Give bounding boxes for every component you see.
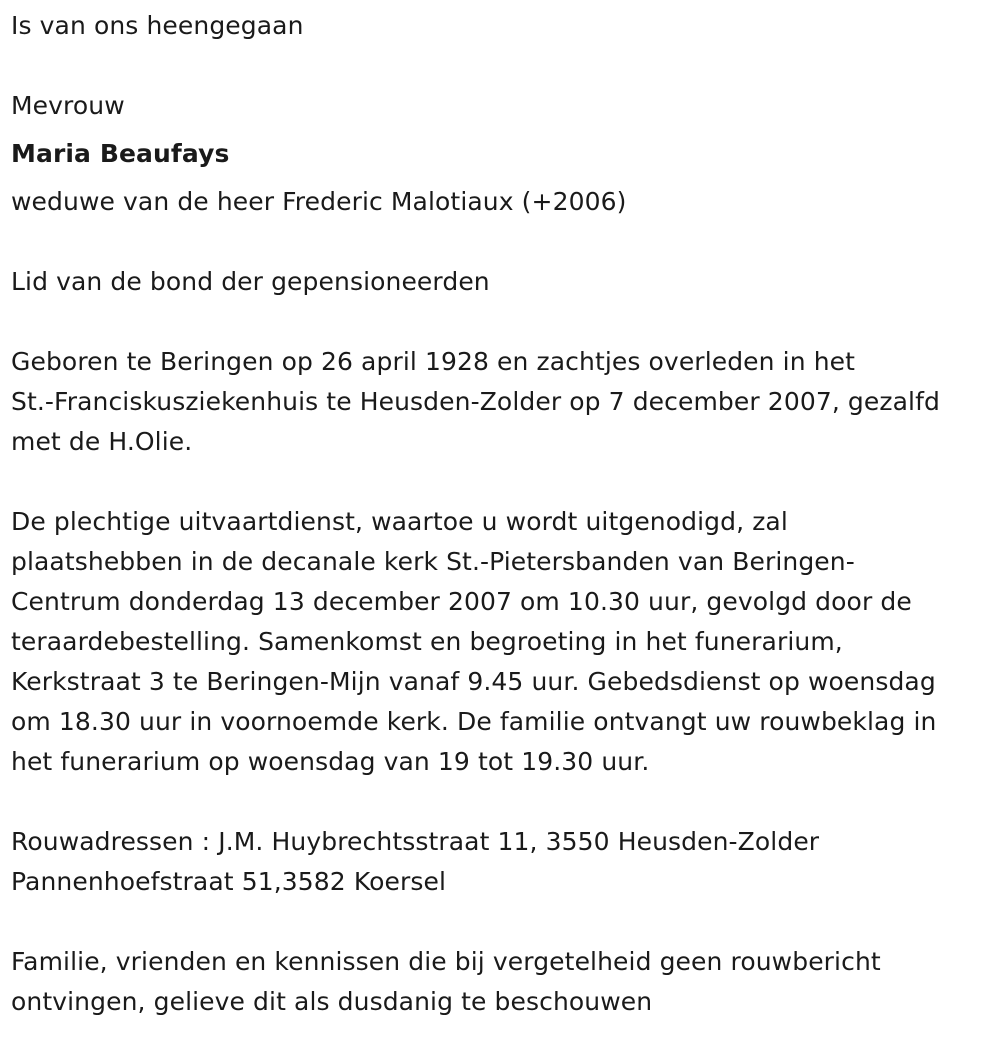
paragraph-line: Familie, vrienden en kennissen die bij vergetelheid geen rouwbericht [11, 947, 881, 976]
paragraph-line: Centrum donderdag 13 december 2007 om 10.30 uur, gevolgd door de [11, 587, 912, 616]
address-line: Rouwadressen : J.M. Huybrechtsstraat 11, 3550 Heusden-Zolder [11, 827, 820, 856]
paragraph-line: Kerkstraat 3 te Beringen-Mijn vanaf 9.45 uur. Gebedsdienst op woensdag [11, 667, 936, 696]
spacer [11, 782, 996, 822]
address-line: Pannenhoefstraat 51,3582 Koersel [11, 867, 446, 896]
addresses-paragraph [11, 822, 996, 902]
paragraph-line: plaatshebben in de decanale kerk St.-Pietersbanden van Beringen- [11, 547, 855, 576]
salutation: Mevrouw [11, 91, 125, 120]
spacer [11, 174, 996, 182]
closing-paragraph [11, 942, 996, 1022]
paragraph-line: St.-Franciskusziekenhuis te Heusden-Zolder op 7 december 2007, gezalfd [11, 387, 940, 416]
paragraph-line: Geboren te Beringen op 26 april 1928 en zachtjes overleden in het [11, 347, 856, 376]
paragraph-line: met de H.Olie. [11, 427, 193, 456]
paragraph-line: het funerarium op woensdag van 19 tot 19.30 uur. [11, 747, 650, 776]
relation-text: weduwe van de heer Frederic Malotiaux (+2006) [11, 187, 627, 216]
spacer [11, 126, 996, 134]
spacer [11, 462, 996, 502]
membership-text: Lid van de bond der gepensioneerden [11, 267, 490, 296]
paragraph-line: ontvingen, gelieve dit als dusdanig te beschouwen [11, 987, 653, 1016]
spacer [11, 46, 996, 86]
paragraph-line: De plechtige uitvaartdienst, waartoe u wordt uitgenodigd, zal [11, 507, 788, 536]
spacer [11, 902, 996, 942]
spacer [11, 302, 996, 342]
intro-text: Is van ons heengegaan [11, 11, 304, 40]
funeral-paragraph [11, 502, 996, 782]
spacer [11, 222, 996, 262]
birth-death-paragraph [11, 342, 996, 462]
paragraph-line: om 18.30 uur in voornoemde kerk. De familie ontvangt uw rouwbeklag in [11, 707, 937, 736]
paragraph-line: teraardebestelling. Samenkomst en begroeting in het funerarium, [11, 627, 843, 656]
obituary-notice [11, 6, 996, 1022]
deceased-name: Maria Beaufays [11, 139, 230, 168]
